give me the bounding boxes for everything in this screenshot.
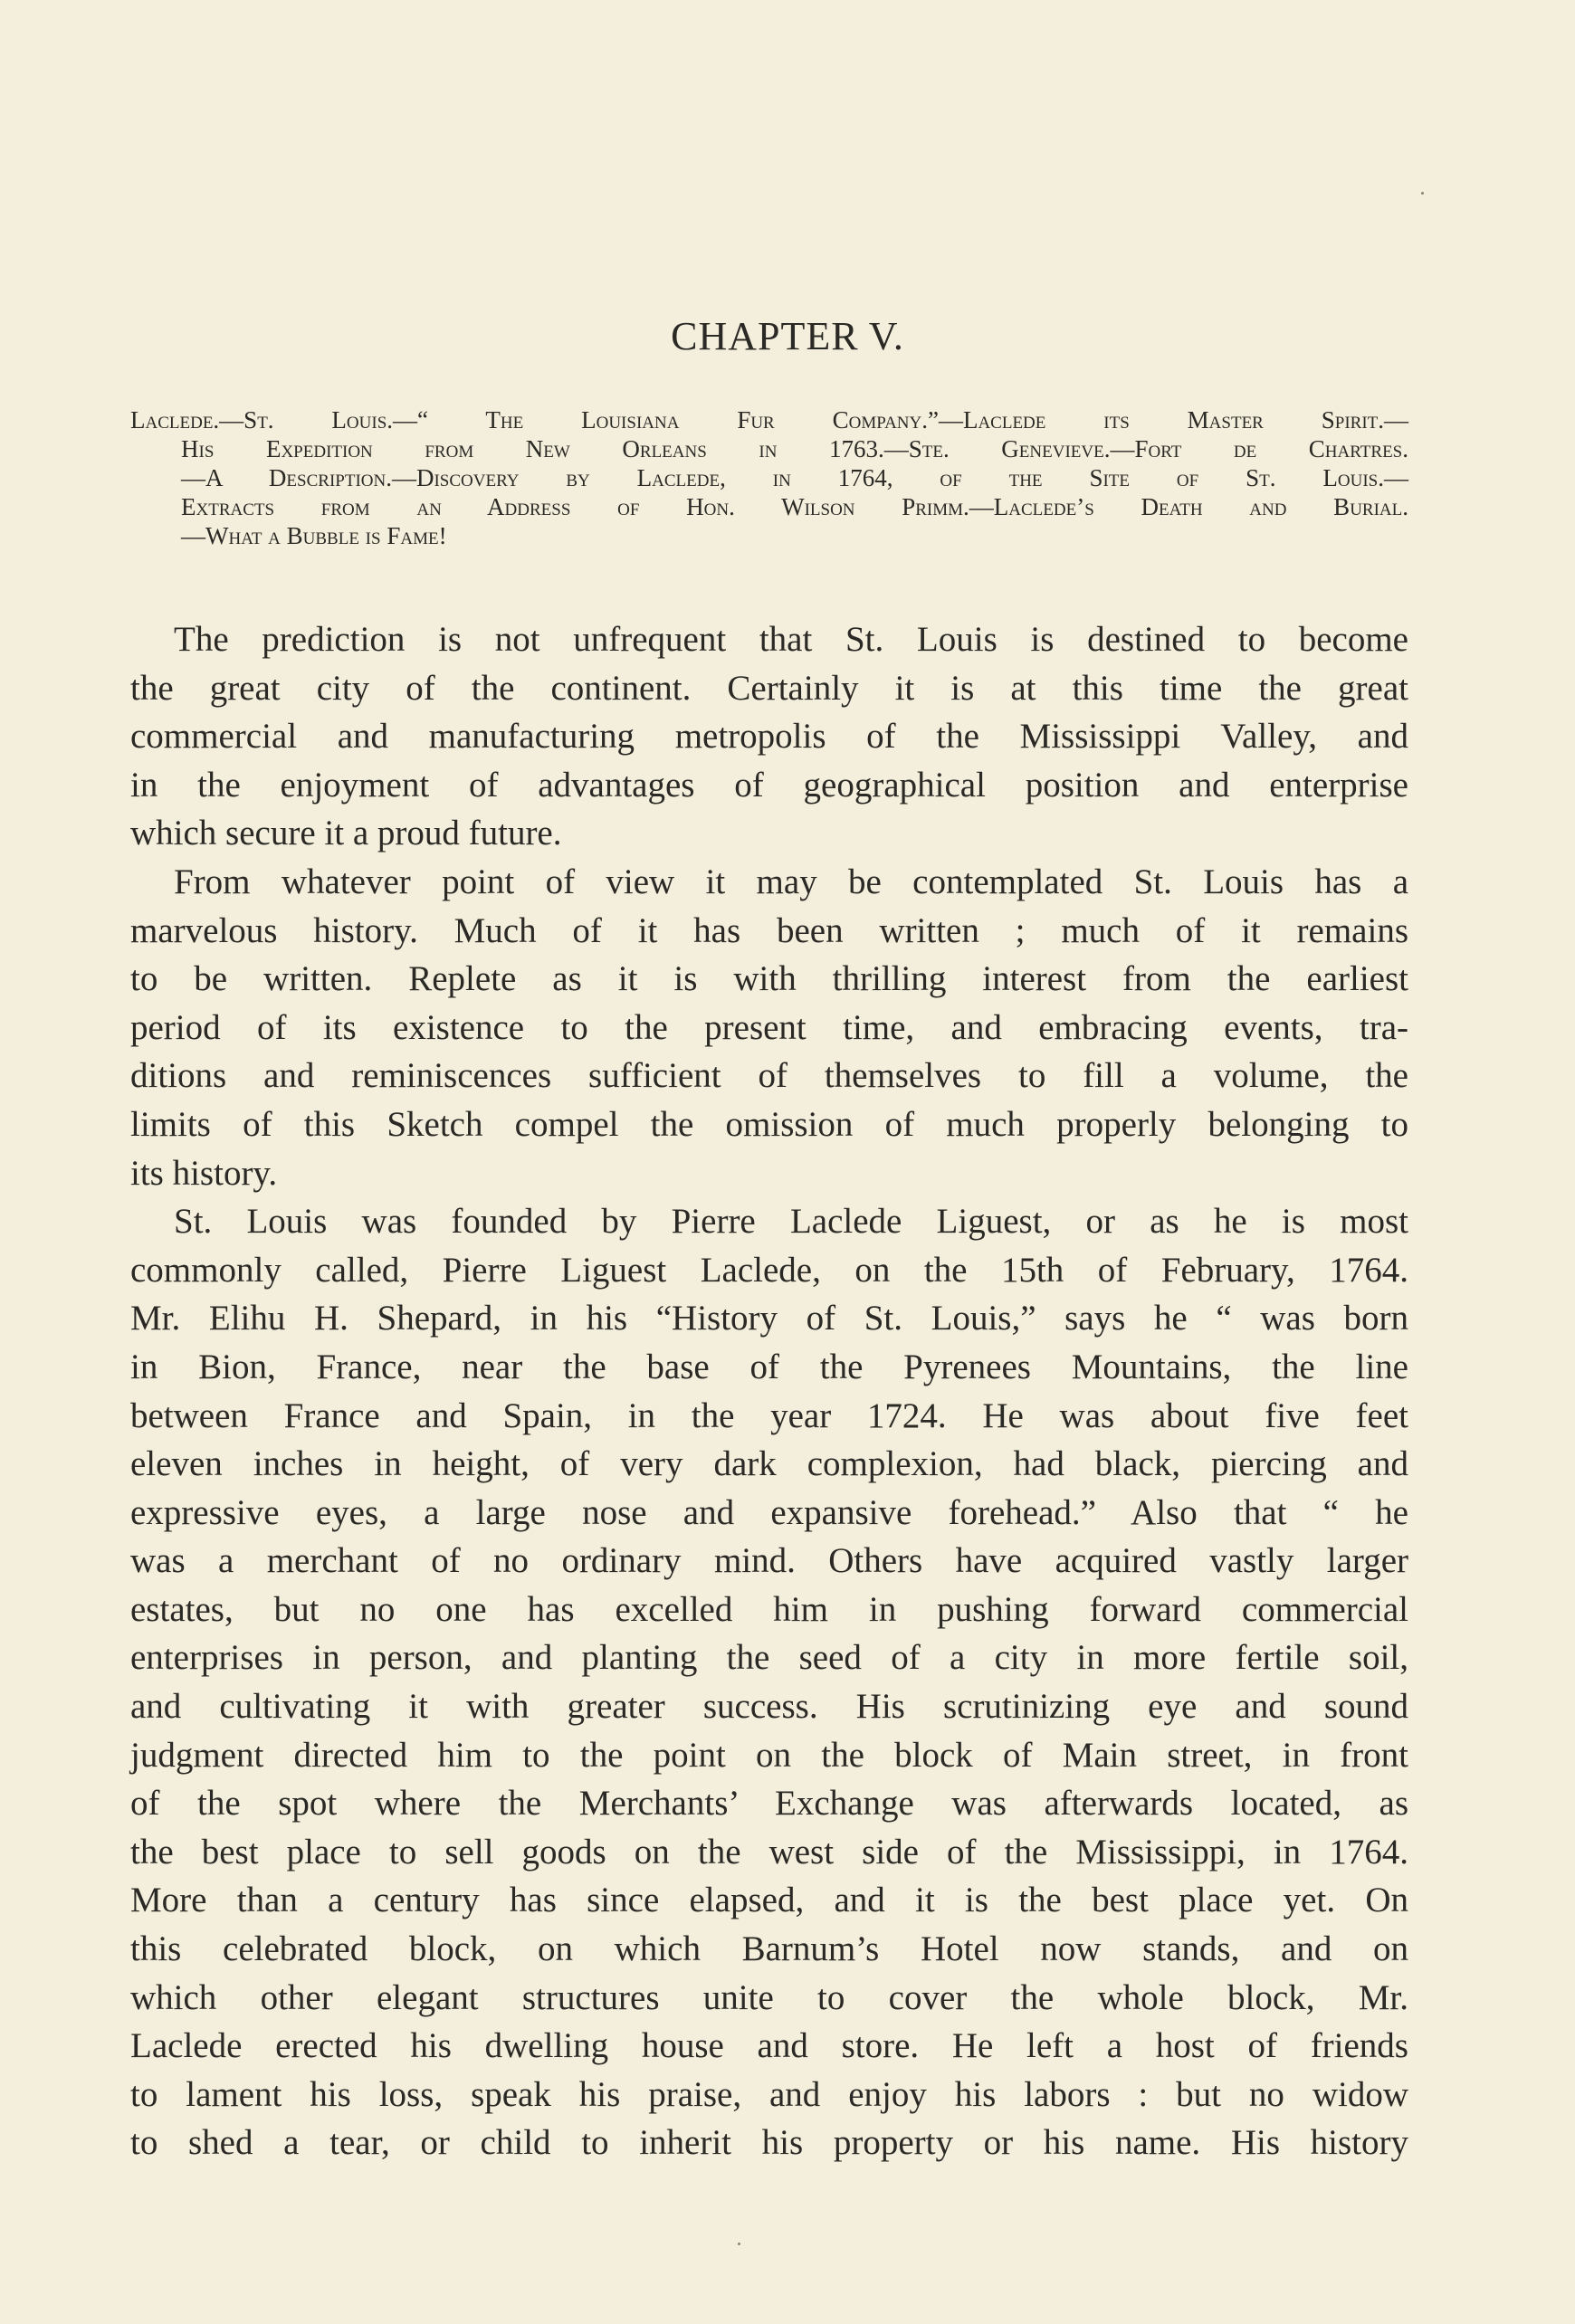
text-line: of the spot where the Merchants’ Exchange was afterwards located, as: [130, 1784, 1408, 1824]
text-line: commercial and manufacturing metropolis of the Mississippi Valley, and: [130, 717, 1408, 757]
summary-line: His Expedition from New Orleans in 1763.—Ste. Genevieve.—Fort de Chartres.: [181, 435, 1408, 462]
text-line: enterprises in person, and planting the seed of a city in more fertile soil,: [130, 1638, 1408, 1678]
text-line: eleven inches in height, of very dark complexion, had black, piercing and: [130, 1444, 1408, 1484]
text-line: between France and Spain, in the year 1724. He was about five feet: [130, 1395, 1408, 1435]
text-line: in Bion, France, near the base of the Pyrenees Mountains, the line: [130, 1347, 1408, 1386]
text-line: which other elegant structures unite to cover the whole block, Mr.: [130, 1977, 1408, 2017]
scan-speck: [1421, 192, 1424, 195]
text-line: this celebrated block, on which Barnum’s Hotel now stands, and on: [130, 1929, 1408, 1969]
text-line: From whatever point of view it may be contemplated St. Louis has a: [174, 862, 1408, 901]
text-line: estates, but no one has excelled him in pushing forward commercial: [130, 1589, 1408, 1629]
text-line: St. Louis was founded by Pierre Laclede Liguest, or as he is most: [174, 1202, 1408, 1242]
text-line: the great city of the continent. Certainly it is at this time the great: [130, 668, 1408, 708]
text-line: and cultivating it with greater success. His scrutinizing eye and sound: [130, 1687, 1408, 1727]
chapter-title: CHAPTER V.: [671, 314, 904, 358]
text-line: its history.: [130, 1153, 278, 1193]
text-line: the best place to sell goods on the west side of the Mississippi, in 1764.: [130, 1832, 1408, 1872]
text-line: was a merchant of no ordinary mind. Others have acquired vastly larger: [130, 1541, 1408, 1581]
text-line: expressive eyes, a large nose and expansive forehead.” Also that “ he: [130, 1492, 1408, 1532]
summary-line: Laclede.—St. Louis.—“ The Louisiana Fur Company.”—Laclede its Master Spirit.—: [130, 406, 1408, 433]
paragraph: [130, 615, 1408, 858]
scan-speck: [738, 2243, 740, 2245]
text-line: judgment directed him to the point on the block of Main street, in front: [130, 1735, 1408, 1775]
text-line: Laclede erected his dwelling house and store. He left a host of friends: [130, 2026, 1408, 2066]
paragraph: [130, 1197, 1408, 2167]
text-line: ditions and reminiscences sufficient of themselves to fill a volume, the: [130, 1056, 1408, 1096]
text-line: marvelous history. Much of it has been written ; much of it remains: [130, 910, 1408, 950]
body-text: [130, 615, 1408, 2167]
summary-line: —A Description.—Discovery by Laclede, in 1764, of the Site of St. Louis.—: [181, 464, 1408, 491]
text-line: period of its existence to the present time, and embracing events, tra-: [130, 1007, 1408, 1047]
text-line: limits of this Sketch compel the omission of much properly belonging to: [130, 1104, 1408, 1144]
text-line: to shed a tear, or child to inherit his property or his name. His history: [130, 2123, 1408, 2163]
text-line: to lament his loss, speak his praise, and enjoy his labors : but no widow: [130, 2074, 1408, 2114]
text-line: commonly called, Pierre Liguest Laclede, on the 15th of February, 1764.: [130, 1250, 1408, 1290]
text-line: in the enjoyment of advantages of geographical position and enterprise: [130, 765, 1408, 805]
text-line: More than a century has since elapsed, and it is the best place yet. On: [130, 1881, 1408, 1920]
summary-line: Extracts from an Address of Hon. Wilson Primm.—Laclede’s Death and Burial.: [181, 493, 1408, 520]
text-line: Mr. Elihu H. Shepard, in his “History of St. Louis,” says he “ was born: [130, 1299, 1408, 1338]
text-line: to be written. Replete as it is with thrilling interest from the earliest: [130, 959, 1408, 999]
summary-line: —What a Bubble is Fame!: [181, 522, 447, 549]
paragraph: [130, 858, 1408, 1197]
text-line: which secure it a proud future.: [130, 814, 562, 853]
text-line: The prediction is not unfrequent that St. Louis is destined to become: [174, 620, 1408, 659]
chapter-summary: [130, 405, 1408, 550]
